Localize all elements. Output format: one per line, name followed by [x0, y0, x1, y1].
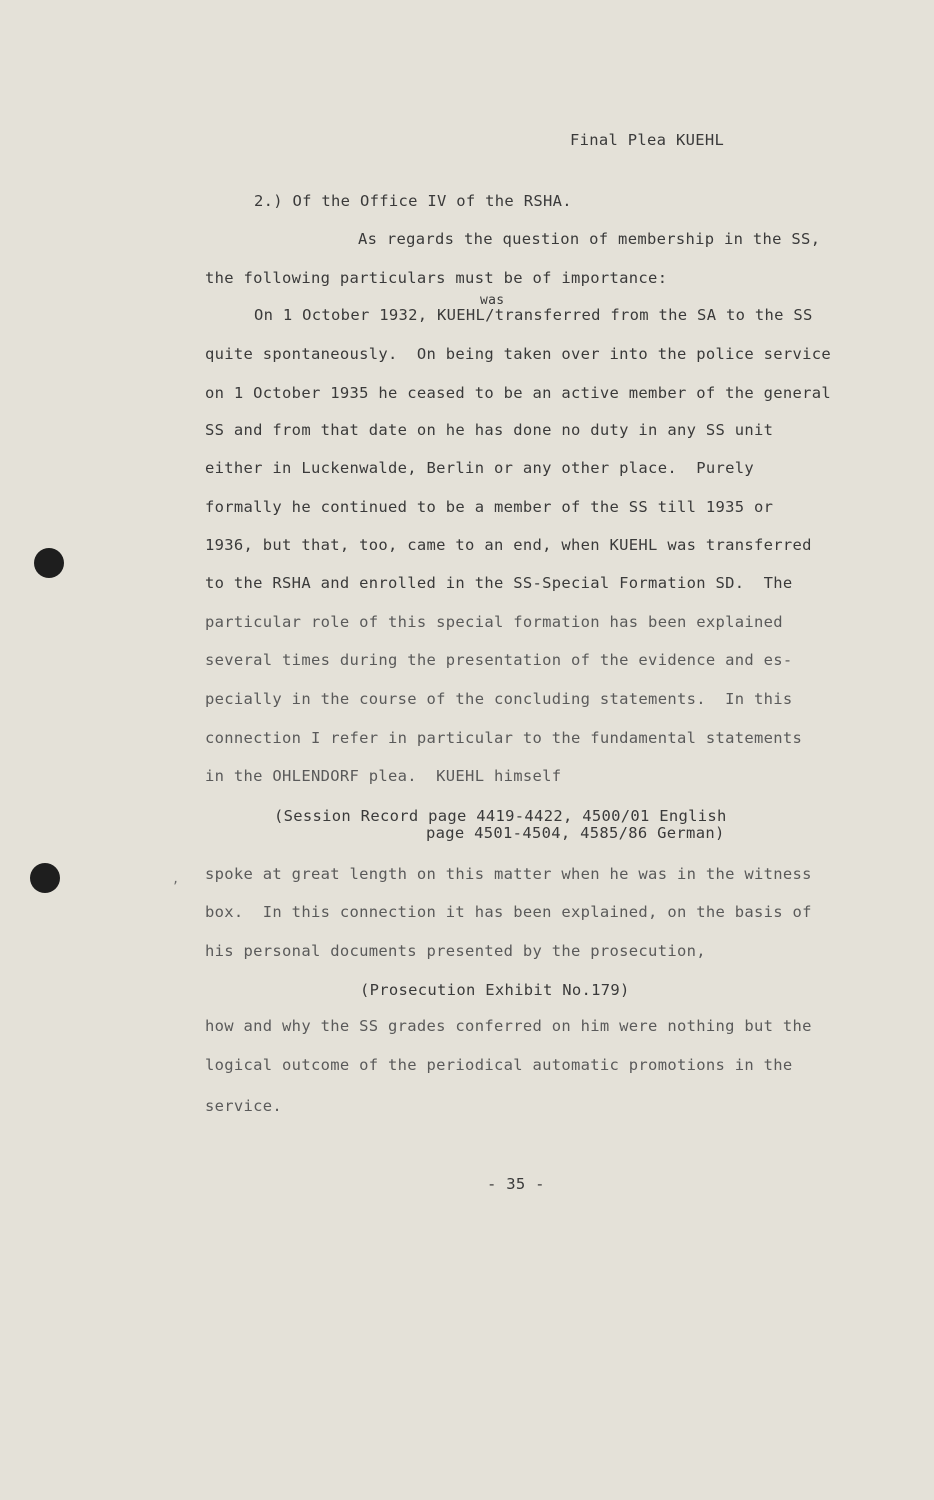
paragraph-line: on 1 October 1935 he ceased to be an active member of the general [205, 384, 832, 402]
paragraph-line: in the OHLENDORF plea. KUEHL himself [205, 767, 562, 785]
citation-line: (Session Record page 4419-4422, 4500/01 English [274, 807, 727, 825]
punch-hole-bottom [30, 863, 60, 893]
paragraph-line: box. In this connection it has been explained, on the basis of [205, 903, 812, 921]
paragraph-line: service. [205, 1097, 283, 1115]
page-header-title: Final Plea KUEHL [570, 131, 725, 149]
paragraph-line: pecially in the course of the concluding statements. In this [205, 690, 793, 708]
punch-hole-top [34, 548, 64, 578]
paragraph-line: how and why the SS grades conferred on him were nothing but the [205, 1017, 812, 1035]
paragraph-line: 1936, but that, too, came to an end, when KUEHL was transferred [205, 536, 812, 554]
paragraph-line: either in Luckenwalde, Berlin or any other place. Purely [205, 459, 755, 477]
page-number: - 35 - [487, 1175, 545, 1193]
paragraph-line: several times during the presentation of the evidence and es- [205, 651, 793, 669]
paragraph-line: SS and from that date on he has done no duty in any SS unit [205, 421, 774, 439]
paragraph-line: particular role of this special formation has been explained [205, 613, 783, 631]
paragraph-line: connection I refer in particular to the fundamental statements [205, 729, 803, 747]
paragraph-line: to the RSHA and enrolled in the SS-Special Formation SD. The [205, 574, 793, 592]
margin-mark: , [172, 872, 180, 886]
paragraph-line: As regards the question of membership in the SS, [358, 230, 821, 248]
section-heading: 2.) Of the Office IV of the RSHA. [254, 192, 572, 210]
paragraph-line: spoke at great length on this matter when he was in the witness [205, 865, 812, 883]
paragraph-line: On 1 October 1932, KUEHL/transferred from the SA to the SS [254, 306, 813, 324]
paragraph-line: his personal documents presented by the prosecution, [205, 942, 706, 960]
insertion-text: was [480, 293, 505, 308]
citation-line: (Prosecution Exhibit No.179) [360, 981, 630, 999]
paragraph-line: logical outcome of the periodical automatic promotions in the [205, 1056, 793, 1074]
paragraph-line: the following particulars must be of importance: [205, 269, 668, 287]
paragraph-line: formally he continued to be a member of the SS till 1935 or [205, 498, 774, 516]
paragraph-line: quite spontaneously. On being taken over into the police service [205, 345, 832, 363]
citation-line: page 4501-4504, 4585/86 German) [426, 824, 725, 842]
